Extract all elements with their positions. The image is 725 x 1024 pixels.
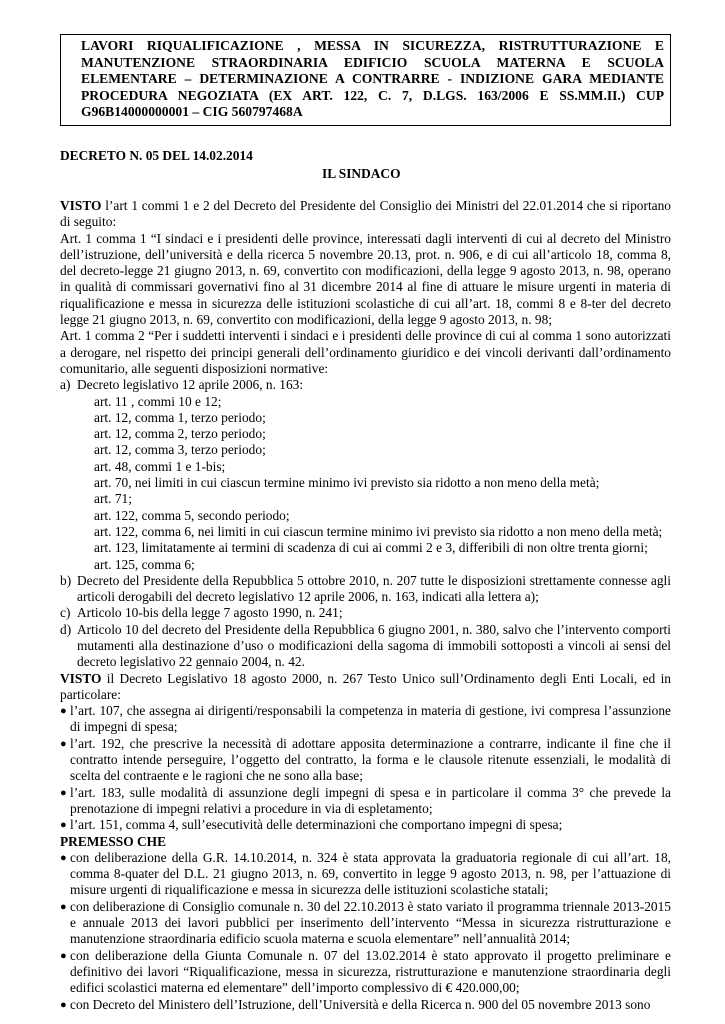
list-item-text: Articolo 10-bis della legge 7 agosto 1990, n. 241; [77,605,343,621]
bullet-icon: ● [60,705,67,718]
visto-text: il Decreto Legislativo 18 agosto 2000, n. 267 Testo Unico sull’Ordinamento degli Enti Locali, ed in particolare: [60,670,671,702]
visto-paragraph-2 [60,671,671,704]
article-item: art. 12, comma 3, terzo periodo; [94,442,266,458]
premesso-heading: PREMESSO CHE [60,833,167,849]
bullet-item [60,948,671,997]
list-item-a [60,377,671,573]
article-item: art. 11 , commi 10 e 12; [94,393,222,409]
list-item-text: Decreto del Presidente della Repubblica 5 ottobre 2010, n. 207 tutte le disposizioni strettamente connesse agli articoli derogabili del decreto legislativo 12 aprile 2006, n. 163, indicati alla lettera a); [77,572,671,605]
decree-heading [60,147,671,181]
visto-paragraph-1 [60,198,671,231]
bullet-text: con deliberazione della G.R. 14.10.2014, n. 324 è stata approvata la graduatoria regionale di cui all’art. 18, comma 8-quater del D.L. 21 giugno 2013, n. 69, convertito in legge 9 agosto 2013, n. 98, per l’attuazione di misure urgenti di riqualificazione e messa in sicurezza delle istituzioni scolastiche statali; [70,849,671,898]
bullet-icon: ● [60,949,67,962]
document-body [60,198,671,1013]
article-item: art. 71; [94,491,132,507]
article-item: art. 123, limitatamente ai termini di scadenza di cui ai commi 2 e 3, differibili di non oltre trenta giorni; [94,540,648,556]
bullet-icon: ● [60,786,67,799]
bullet-text: con deliberazione di Consiglio comunale n. 30 del 22.10.2013 è stato variato il programma triennale 2013-2015 e annuale 2013 dei lavori pubblici per inserimento dell’intervento “Messa in sicurezza ristrutturazione e manutenzione straordinaria edificio scuola materna e scuola elementare” nell’annualità 2014; [70,898,671,947]
authority-heading: IL SINDACO [322,165,401,181]
article-item: art. 122, comma 6, nei limiti in cui ciascun termine minimo ivi previsto sia ridotto a non meno della metà; [94,523,663,539]
tuel-bullet-list [60,703,671,833]
article-item: art. 125, comma 6; [94,556,195,572]
bullet-icon: ● [60,998,67,1011]
bullet-text: l’art. 192, che prescrive la necessità di adottare apposita determinazione a contrarre, indicante il fine che il contratto intende perseguire, l’oggetto del contratto, la forma e le clausole ritenute essenziali, le modalità di scelta del contraente e le ragioni che ne sono alla base; [70,735,671,784]
comma-2-paragraph: Art. 1 comma 2 “Per i suddetti interventi i sindaci e i presidenti delle province di cui al comma 1 sono autorizzati a derogare, nel rispetto dei principi generali dell’ordinamento giuridico e dei vincoli derivanti dall’ordinamento comunitario, alle seguenti disposizioni normative: [60,328,671,376]
bullet-item [60,817,671,833]
lettered-list [60,377,671,670]
bullet-text: l’art. 183, sulle modalità di assunzione degli impegni di spesa e in particolare il comma 3° che prevede la prenotazione di impegni relativi a procedure in via di espletamento; [70,784,671,816]
list-marker: d) [60,621,72,637]
list-marker: a) [60,377,71,393]
article-sublist [77,394,671,573]
bullet-item [60,997,671,1013]
comma-1-paragraph: Art. 1 comma 1 “I sindaci e i presidenti delle province, interessati dagli interventi di cui al decreto del Ministro dell’istruzione, dell’università e della ricerca 5 novembre 20.13, prot. n. 906, e di cui all’articolo 18, comma 8, del decreto-legge 21 giugno 2013, n. 69, convertito con modificazioni, della legge 9 agosto 2013, n. 98, operano in qualità di commissari governativi fino al 31 dicembre 2014 al fine di attuare le misure urgenti in materia di riqualificazione e messa in sicurezza delle istituzioni scolastiche di cui all’art. 18, commi 8 e 8-ter del decreto legge 21 giugno 2013, n. 69, convertito con modificazioni, della legge 9 agosto 2013, n. 98; [60,230,671,328]
bullet-icon: ● [60,819,67,832]
visto-label: VISTO [60,670,102,686]
article-item: art. 70, nei limiti in cui ciascun termine minimo ivi previsto sia ridotto a non meno della metà; [94,475,600,491]
document-title-box [60,34,671,126]
list-item-d [60,622,671,671]
bullet-icon: ● [60,851,67,864]
list-marker: c) [60,605,71,621]
visto-text: l’art 1 commi 1 e 2 del Decreto del Presidente del Consiglio dei Ministri del 22.01.2014 che si riportano di seguito: [60,197,671,230]
bullet-item [60,850,671,899]
bullet-text: con Decreto del Ministero dell’Istruzione, dell’Università e della Ricerca n. 900 del 05 novembre 2013 sono [70,996,651,1012]
article-item: art. 12, comma 1, terzo periodo; [94,409,266,425]
bullet-item [60,899,671,948]
bullet-item [60,785,671,818]
article-item: art. 48, commi 1 e 1-bis; [94,458,226,474]
list-item-b [60,573,671,606]
visto-label: VISTO [60,197,102,213]
bullet-text: con deliberazione della Giunta Comunale n. 07 del 13.02.2014 è stato approvato il progetto preliminare e definitivo dei lavori “Riqualificazione, messa in sicurezza, ristrutturazione e manutenzione straordinaria degli edifici scolastici materna ed elementare” dell’importo complessivo di € 420.000,00; [70,947,671,996]
bullet-icon: ● [60,900,67,913]
article-item: art. 12, comma 2, terzo periodo; [94,426,266,442]
bullet-item [60,703,671,736]
bullet-item [60,736,671,785]
list-item-text: Decreto legislativo 12 aprile 2006, n. 163: [77,377,304,393]
list-marker: b) [60,572,72,588]
list-item-c [60,605,671,621]
premesso-bullet-list [60,850,671,1013]
bullet-text: l’art. 151, comma 4, sull’esecutività delle determinazioni che comportano impegni di spesa; [70,817,563,833]
decree-number: DECRETO N. 05 DEL 14.02.2014 [60,147,253,163]
bullet-icon: ● [60,737,67,750]
article-item: art. 122, comma 5, secondo periodo; [94,507,290,523]
bullet-text: l’art. 107, che assegna ai dirigenti/responsabili la competenza in materia di gestione, ivi compresa l’assunzione di impegni di spesa; [70,703,671,735]
document-title: LAVORI RIQUALIFICAZIONE , MESSA IN SICUREZZA, RISTRUTTURAZIONE E MANUTENZIONE STRAORDINARIA EDIFICIO SCUOLA MATERNA E SCUOLA ELEMENTARE – DETERMINAZIONE A CONTRARRE - INDIZIONE GARA MEDIANTE PROCEDURA NEGOZIATA (EX ART. 122, C. 7, D.LGS. 163/2006 E SS.MM.II.) CUP G96B14000000001 – CIG 560797468A [81,38,664,120]
list-item-text: Articolo 10 del decreto del Presidente della Repubblica 6 giugno 2001, n. 380, salvo che l’intervento comporti mutamenti alla destinazione d’uso o modificazioni della sagoma di immobili sottoposti a vincoli ai sensi del decreto legislativo 22 gennaio 2004, n. 42. [77,621,671,670]
document-page [60,34,671,1013]
